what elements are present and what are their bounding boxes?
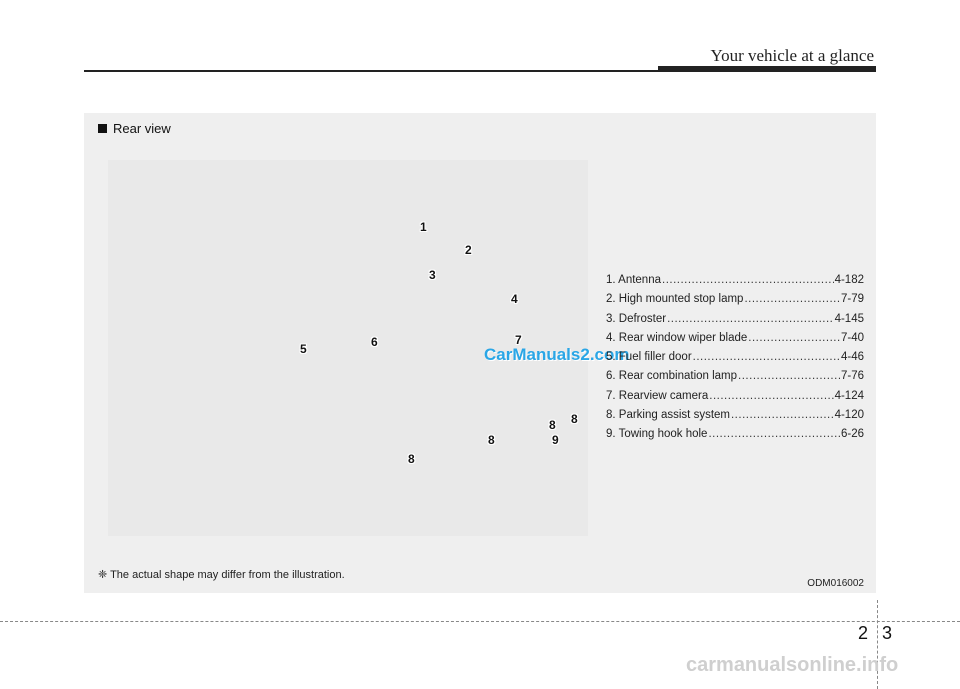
part-page-ref: 6-26	[840, 428, 864, 441]
callout-8: 8	[408, 452, 415, 466]
list-item	[606, 310, 864, 329]
part-label: 9. Towing hook hole	[606, 428, 708, 441]
callout-9: 9	[552, 433, 559, 447]
footer-rule	[0, 621, 960, 622]
dot-leader	[693, 348, 840, 367]
part-page-ref: 7-79	[840, 293, 864, 306]
section-title-text: Rear view	[113, 121, 171, 136]
footer-watermark: carmanualsonline.info	[686, 654, 899, 676]
part-label: 8. Parking assist system	[606, 409, 730, 422]
list-item	[606, 329, 864, 348]
part-page-ref: 4-145	[834, 312, 864, 325]
part-page-ref: 4-120	[834, 409, 864, 422]
part-label: 1. Antenna	[606, 274, 661, 286]
part-page-ref: 7-76	[840, 370, 864, 383]
list-item	[606, 271, 864, 290]
callout-3: 3	[429, 268, 436, 282]
list-item	[606, 387, 864, 406]
callout-8: 8	[549, 418, 556, 432]
dot-leader	[744, 290, 840, 309]
part-page-ref: 7-40	[840, 331, 864, 344]
callout-8: 8	[571, 412, 578, 426]
callout-6: 6	[371, 335, 378, 349]
page-header-title: Your vehicle at a glance	[710, 46, 874, 65]
callout-7: 7	[515, 333, 522, 347]
dot-leader	[662, 271, 834, 290]
part-label: 7. Rearview camera	[606, 389, 709, 402]
rear-view-panel	[84, 113, 876, 593]
page-number: 3	[882, 623, 893, 643]
illustration-note: ❈ The actual shape may differ from the illustration.	[98, 569, 345, 581]
part-page-ref: 4-182	[834, 274, 864, 286]
list-item	[606, 406, 864, 425]
callout-8: 8	[488, 433, 495, 447]
list-item	[606, 348, 864, 367]
callout-2: 2	[465, 243, 472, 257]
part-label: 2. High mounted stop lamp	[606, 293, 744, 306]
header-rule-accent	[658, 66, 876, 72]
section-title	[98, 121, 171, 136]
dot-leader	[738, 367, 840, 386]
image-code: ODM016002	[807, 578, 864, 589]
part-label: 3. Defroster	[606, 312, 667, 325]
part-label: 5. Fuel filler door	[606, 351, 692, 364]
part-label: 4. Rear window wiper blade	[606, 331, 748, 344]
list-item	[606, 425, 864, 444]
square-bullet-icon	[98, 124, 107, 133]
dot-leader	[708, 425, 840, 444]
part-label: 6. Rear combination lamp	[606, 370, 738, 383]
dot-leader	[709, 387, 833, 406]
part-page-ref: 4-124	[834, 389, 864, 402]
list-item	[606, 367, 864, 386]
site-watermark: CarManuals2.com	[484, 345, 630, 364]
callout-1: 1	[420, 220, 427, 234]
dot-leader	[748, 329, 840, 348]
part-page-ref: 4-46	[840, 351, 864, 364]
list-item	[606, 290, 864, 309]
chapter-number: 2	[858, 623, 869, 643]
callout-5: 5	[300, 342, 307, 356]
dot-leader	[667, 310, 834, 329]
dot-leader	[731, 406, 834, 425]
parts-list	[606, 271, 864, 445]
callout-4: 4	[511, 292, 518, 306]
